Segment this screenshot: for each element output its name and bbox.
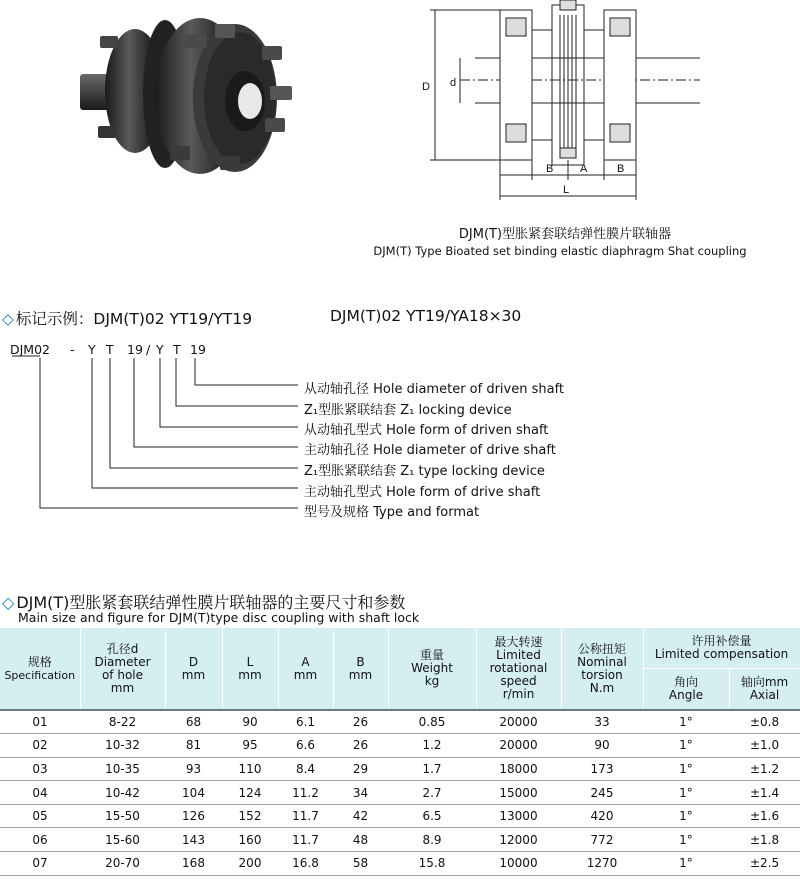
table-cell: 26 — [333, 710, 388, 734]
dim-label-d: d — [450, 77, 457, 89]
table-cell: ±1.4 — [729, 781, 800, 805]
dim-label-B-left: B — [546, 163, 554, 175]
table-cell: 110 — [222, 757, 278, 781]
header-angle: 角向 Angle — [643, 668, 729, 710]
legend-line-7: 型号及规格 Type and format — [304, 505, 480, 520]
table-cell: 8.4 — [278, 757, 333, 781]
table-cell: 02 — [0, 734, 80, 758]
table-cell: 20000 — [476, 710, 561, 734]
spec-table — [0, 628, 800, 876]
coupling-section-drawing — [400, 0, 700, 210]
table-cell: 0.85 — [388, 710, 476, 734]
table-cell: 104 — [165, 781, 222, 805]
table-cell: 33 — [561, 710, 643, 734]
table-cell: 95 — [222, 734, 278, 758]
table-cell: 05 — [0, 804, 80, 828]
table-cell: 173 — [561, 757, 643, 781]
table-cell: 124 — [222, 781, 278, 805]
table-cell: 12000 — [476, 828, 561, 852]
code-dash: - — [70, 342, 75, 357]
table-row — [0, 710, 800, 734]
header-speed: 最大转速 Limited rotational speed r/min — [476, 628, 561, 710]
header-weight: 重量 Weight kg — [388, 628, 476, 710]
spec-table-body — [0, 710, 800, 875]
table-cell: 15-50 — [80, 804, 165, 828]
diamond-icon: ◇ — [2, 593, 15, 612]
header-D: D mm — [165, 628, 222, 710]
code-slash: / — [146, 342, 151, 357]
table-cell: 772 — [561, 828, 643, 852]
table-row — [0, 781, 800, 805]
table-cell: 15-60 — [80, 828, 165, 852]
table-cell: 26 — [333, 734, 388, 758]
table-cell: 90 — [561, 734, 643, 758]
table-cell: 10000 — [476, 852, 561, 876]
table-cell: 90 — [222, 710, 278, 734]
table-cell: 11.7 — [278, 828, 333, 852]
legend-line-2: Z₁型胀紧联结套 Z₁ locking device — [304, 403, 512, 418]
table-cell: 10-42 — [80, 781, 165, 805]
table-cell: 18000 — [476, 757, 561, 781]
table-cell: 42 — [333, 804, 388, 828]
table-row — [0, 804, 800, 828]
table-cell: 07 — [0, 852, 80, 876]
table-row — [0, 828, 800, 852]
table-cell: 6.6 — [278, 734, 333, 758]
table-cell: 1° — [643, 828, 729, 852]
header-spec: 规格 Specification — [0, 628, 80, 710]
table-cell: 245 — [561, 781, 643, 805]
table-cell: 29 — [333, 757, 388, 781]
table-cell: 143 — [165, 828, 222, 852]
table-cell: 152 — [222, 804, 278, 828]
table-cell: 20000 — [476, 734, 561, 758]
table-cell: ±1.0 — [729, 734, 800, 758]
table-cell: 1° — [643, 710, 729, 734]
code-c2: T — [106, 342, 114, 357]
table-cell: 6.5 — [388, 804, 476, 828]
dim-label-D: D — [422, 81, 430, 93]
legend-line-5: Z₁型胀紧联结套 Z₁ type locking device — [304, 464, 545, 479]
dim-label-L: L — [563, 184, 570, 196]
table-cell: 68 — [165, 710, 222, 734]
table-cell: 93 — [165, 757, 222, 781]
header-bore: 孔径d Diameter of hole mm — [80, 628, 165, 710]
table-cell: 1° — [643, 804, 729, 828]
table-cell: 126 — [165, 804, 222, 828]
table-cell: 8-22 — [80, 710, 165, 734]
figure-caption-en: DJM(T) Type Bioated set binding elastic diaphragm Shat coupling — [373, 244, 747, 258]
header-B: B mm — [333, 628, 388, 710]
code-c6: 19 — [190, 342, 206, 357]
legend-line-6: 主动轴孔型式 Hole form of drive shaft — [304, 485, 541, 500]
table-cell: ±1.2 — [729, 757, 800, 781]
table-cell: ±0.8 — [729, 710, 800, 734]
table-cell: 6.1 — [278, 710, 333, 734]
table-cell: 15.8 — [388, 852, 476, 876]
table-row — [0, 757, 800, 781]
code-c4: Y — [156, 342, 164, 357]
table-cell: 8.9 — [388, 828, 476, 852]
table-cell: 06 — [0, 828, 80, 852]
table-cell: 13000 — [476, 804, 561, 828]
table-cell: 200 — [222, 852, 278, 876]
table-cell: 10-35 — [80, 757, 165, 781]
table-cell: 11.7 — [278, 804, 333, 828]
table-cell: 1.7 — [388, 757, 476, 781]
table-cell: 15000 — [476, 781, 561, 805]
table-cell: 1° — [643, 781, 729, 805]
diamond-icon: ◇ — [2, 310, 14, 328]
dim-label-A: A — [580, 163, 588, 175]
header-compensation: 许用补偿量 Limited compensation — [643, 628, 800, 668]
header-L: L mm — [222, 628, 278, 710]
table-cell: 16.8 — [278, 852, 333, 876]
table-cell: 1.2 — [388, 734, 476, 758]
code-c3: 19 — [127, 342, 143, 357]
table-cell: 1° — [643, 852, 729, 876]
table-cell: 03 — [0, 757, 80, 781]
table-cell: 81 — [165, 734, 222, 758]
table-cell: 34 — [333, 781, 388, 805]
table-cell: 20-70 — [80, 852, 165, 876]
dim-label-B-right: B — [617, 163, 625, 175]
table-cell: ±1.6 — [729, 804, 800, 828]
table-row — [0, 734, 800, 758]
table-cell: 1270 — [561, 852, 643, 876]
marking-example-2: DJM(T)02 YT19/YA18×30 — [330, 307, 522, 325]
table-cell: 160 — [222, 828, 278, 852]
marking-title — [2, 307, 252, 329]
code-c5: T — [173, 342, 181, 357]
code-c1: Y — [88, 342, 96, 357]
figure-caption-cn: DJM(T)型胀紧套联结弹性膜片联轴器 — [458, 227, 672, 242]
legend-line-4: 主动轴孔径 Hole diameter of drive shaft — [304, 443, 556, 458]
header-axial: 轴向mm Axial — [729, 668, 800, 710]
table-cell: 04 — [0, 781, 80, 805]
table-cell: 168 — [165, 852, 222, 876]
table-cell: 58 — [333, 852, 388, 876]
table-cell: 48 — [333, 828, 388, 852]
table-section-subtitle: Main size and figure for DJM(T)type disc coupling with shaft lock — [18, 610, 420, 625]
legend-line-3: 从动轴孔型式 Hole form of driven shaft — [304, 423, 549, 438]
legend-line-1: 从动轴孔径 Hole diameter of driven shaft — [304, 382, 565, 397]
table-cell: 2.7 — [388, 781, 476, 805]
coupling-product-photo — [70, 6, 300, 181]
table-cell: ±1.8 — [729, 828, 800, 852]
table-cell: 11.2 — [278, 781, 333, 805]
table-cell: 1° — [643, 734, 729, 758]
table-row — [0, 852, 800, 876]
marking-title-text: 标记示例：DJM(T)02 YT19/YT19 — [15, 310, 253, 328]
table-cell: 420 — [561, 804, 643, 828]
table-cell: ±2.5 — [729, 852, 800, 876]
table-section-title-text: DJM(T)型胀紧套联结弹性膜片联轴器的主要尺寸和参数 — [16, 593, 406, 612]
header-torsion: 公称扭矩 Nominal torsion N.m — [561, 628, 643, 710]
table-cell: 10-32 — [80, 734, 165, 758]
code-model: DJM02 — [10, 342, 51, 357]
table-cell: 1° — [643, 757, 729, 781]
header-A: A mm — [278, 628, 333, 710]
table-cell: 01 — [0, 710, 80, 734]
